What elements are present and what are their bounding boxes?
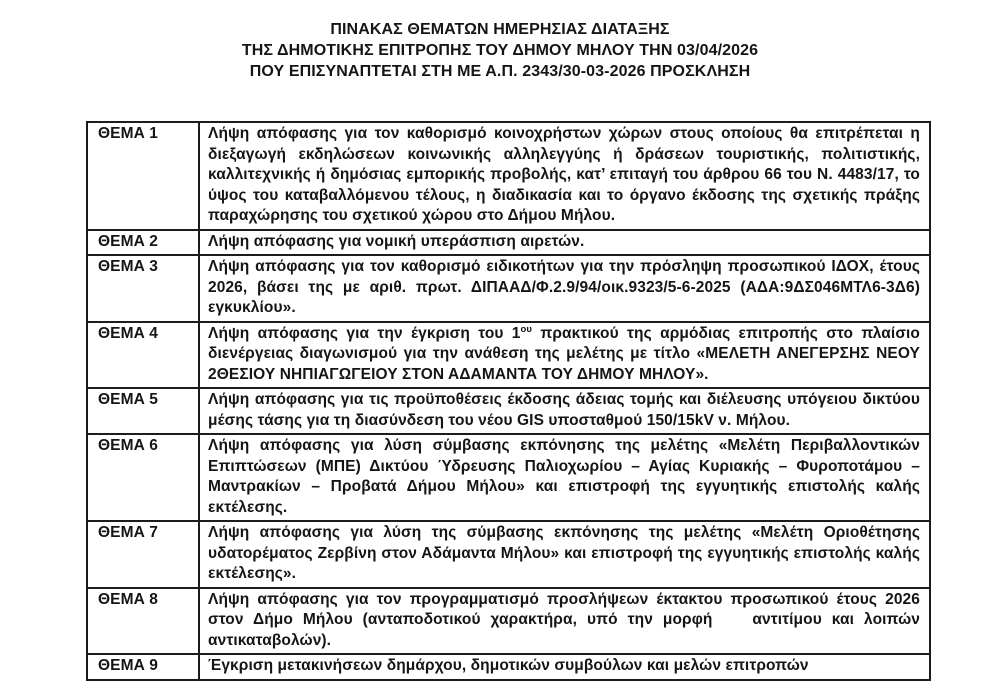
table-row	[87, 122, 930, 230]
topic-text: Λήψη απόφασης για λύση σύμβασης εκπόνησης της μελέτης «Μελέτη Περιβαλλοντικών Επιπτώσεων (ΜΠΕ) Δικτύου Ύδρευσης Παλιοχωρίου – Αγίας Κυριακής – Φυροποτάμου – Μαντρακίων – Προβατά Δήμου Μήλου» και επιστροφή της εγγυητικής επιστολής καλής εκτέλεσης.	[199, 434, 930, 521]
topic-label: ΘΕΜΑ 3	[87, 255, 199, 322]
topic-text	[199, 322, 930, 389]
header-title-line-1: ΠΙΝΑΚΑΣ ΘΕΜΑΤΩΝ ΗΜΕΡΗΣΙΑΣ ΔΙΑΤΑΞΗΣ	[330, 21, 670, 38]
header-title-line-3: ΠΟΥ ΕΠΙΣΥΝΑΠΤΕΤΑΙ ΣΤΗ ΜΕ Α.Π. 2343/30-03-2026 ΠΡΟΣΚΛΗΣΗ	[249, 63, 751, 80]
table-row	[87, 322, 930, 389]
topic-text: Λήψη απόφασης για τις προϋποθέσεις έκδοσης άδειας τομής και διέλευσης υπόγειου δικτύου μέσης τάσης για τη διασύνδεση του νέου GIS υποσταθμού 150/15kV ν. Μήλου.	[199, 388, 930, 434]
topic-label: ΘΕΜΑ 1	[87, 122, 199, 230]
topic-text-segment: πρακτικού της αρμόδιας επιτροπής στο πλαίσιο διενέργειας διαγωνισμού για την ανάθεση της μελέτης με τίτλο «ΜΕΛΕΤΗ ΑΝΕΓΕΡΣΗΣ ΝΕΟΥ 2ΘΕΣΙΟΥ ΝΗΠΙΑΓΩΓΕΙΟΥ ΣΤΟΝ ΑΔΑΜΑΝΤΑ ΤΟΥ ΔΗΜΟΥ ΜΗΛΟΥ».	[208, 324, 920, 383]
topic-text: Λήψη απόφασης για λύση της σύμβασης εκπόνησης της μελέτης «Μελέτη Οριοθέτησης υδατορέματος Ζερβίνη στον Αδάμαντα Μήλου» και επιστροφή της εγγυητικής επιστολής καλής εκτέλεσης».	[199, 521, 930, 588]
topic-label: ΘΕΜΑ 9	[87, 654, 199, 680]
agenda-table	[86, 121, 931, 681]
table-row	[87, 654, 930, 680]
topic-text-segment: Λήψη απόφασης για την έγκριση του 1	[208, 324, 521, 342]
table-row	[87, 434, 930, 521]
table-row	[87, 255, 930, 322]
document-header	[0, 0, 1000, 82]
topic-text: Λήψη απόφασης για τον προγραμματισμό προσλήψεων έκτακτου προσωπικού έτους 2026 στον Δήμο Μήλου (ανταποδοτικού χαρακτήρα, υπό την μορφή αντιτίμου και λοιπών αντικαταβολών).	[199, 588, 930, 655]
topic-label: ΘΕΜΑ 4	[87, 322, 199, 389]
topic-text: Λήψη απόφασης για νομική υπεράσπιση αιρετών.	[199, 230, 930, 256]
topic-text: Λήψη απόφασης για τον καθορισμό ειδικοτήτων για την πρόσληψη προσωπικού ΙΔΟΧ, έτους 2026, βάσει της με αριθ. πρωτ. ΔΙΠΑΑΔ/Φ.2.9/94/οικ.9323/5-6-2025 (ΑΔΑ:9ΔΣ046ΜΤΛ6-3Δ6) εγκυκλίου».	[199, 255, 930, 322]
header-title-line-2: ΤΗΣ ΔΗΜΟΤΙΚΗΣ ΕΠΙΤΡΟΠΗΣ ΤΟΥ ΔΗΜΟΥ ΜΗΛΟΥ ΤΗΝ 03/04/2026	[241, 42, 759, 59]
topic-text: Λήψη απόφασης για τον καθορισμό κοινοχρήστων χώρων στους οποίους θα επιτρέπεται η διεξαγωγή εκδηλώσεων κοινωνικής αλληλεγγύης ή δράσεων τουριστικής, πολιτιστικής, καλλιτεχνικής ή δημόσιας εμπορικής προβολής, κατ’ επιταγή του άρθρου 66 του Ν. 4483/17, το ύψος του καταβαλλόμενου τέλους, η διαδικασία και το όργανο έκδοσης της σχετικής πράξης παραχώρησης του σχετικού χώρου στο Δήμου Μήλου.	[199, 122, 930, 230]
topic-text: Έγκριση μετακινήσεων δημάρχου, δημοτικών συμβούλων και μελών επιτροπών	[199, 654, 930, 680]
topic-label: ΘΕΜΑ 5	[87, 388, 199, 434]
table-row	[87, 230, 930, 256]
topic-label: ΘΕΜΑ 6	[87, 434, 199, 521]
table-row	[87, 388, 930, 434]
table-row	[87, 521, 930, 588]
topic-label: ΘΕΜΑ 2	[87, 230, 199, 256]
table-row	[87, 588, 930, 655]
ordinal-superscript: ου	[520, 323, 533, 335]
topic-label: ΘΕΜΑ 7	[87, 521, 199, 588]
topic-label: ΘΕΜΑ 8	[87, 588, 199, 655]
